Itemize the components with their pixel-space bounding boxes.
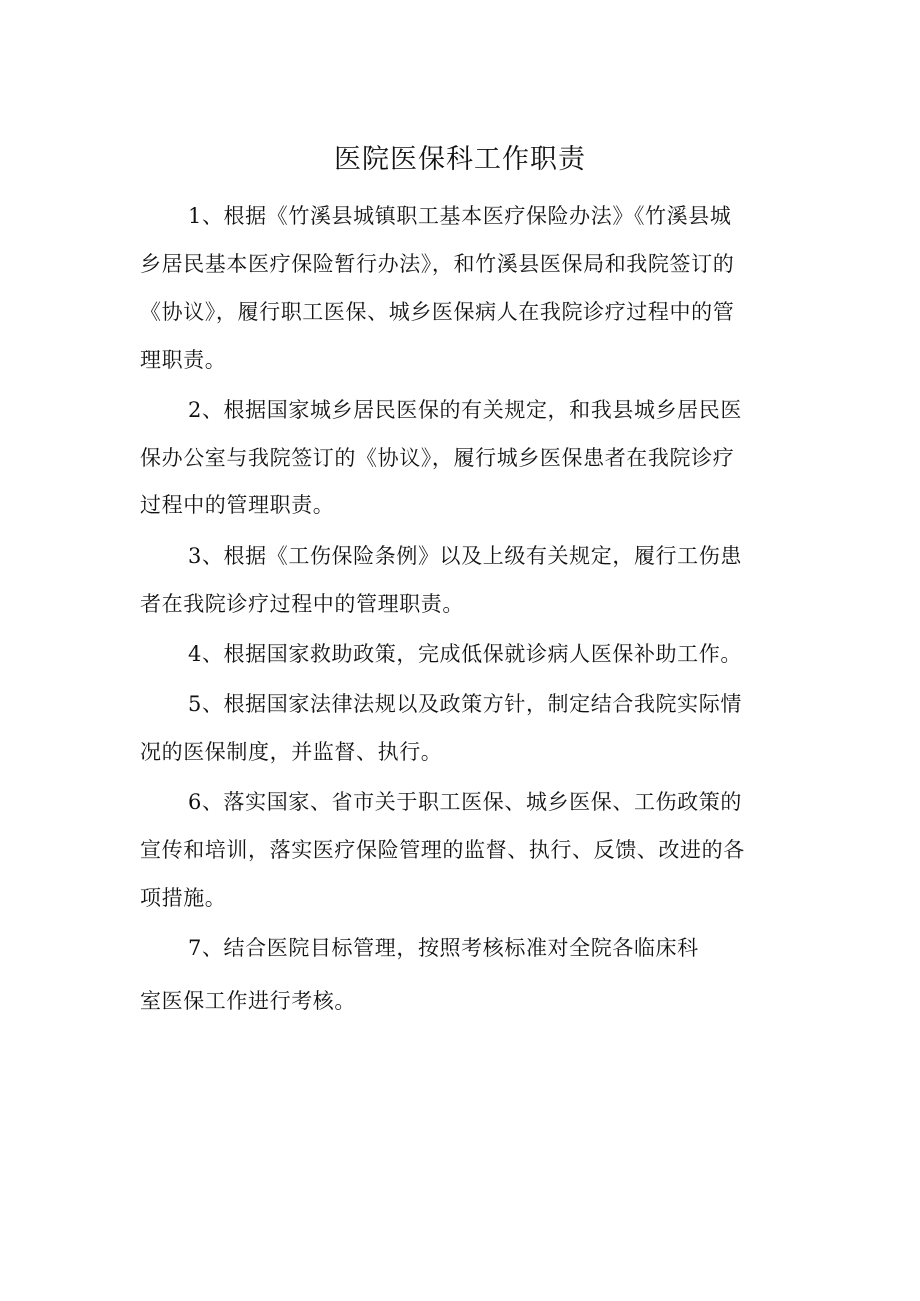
paragraph-1-line-2: 乡居民基本医疗保险暂行办法》，和竹溪县医保局和我院签订的 bbox=[140, 252, 735, 276]
document-title: 医院医保科工作职责 bbox=[334, 144, 586, 175]
paragraph-2-line-1: 2、根据国家城乡居民医保的有关规定，和我县城乡居民医 bbox=[188, 398, 742, 422]
paragraph-6-line-3: 项措施。 bbox=[140, 886, 227, 910]
paragraph-1-line-4: 理职责。 bbox=[140, 348, 227, 372]
paragraph-7-line-1: 7、结合医院目标管理，按照考核标准对全院各临床科 bbox=[188, 936, 699, 960]
paragraph-6-line-1: 6、落实国家、省市关于职工医保、城乡医保、工伤政策的 bbox=[188, 790, 742, 814]
paragraph-1-line-1: 1、根据《竹溪县城镇职工基本医疗保险办法》《竹溪县城 bbox=[188, 204, 732, 228]
paragraph-4-line-1: 4、根据国家救助政策，完成低保就诊病人医保补助工作。 bbox=[188, 642, 742, 666]
paragraph-5-line-2: 况的医保制度，并监督、执行。 bbox=[140, 740, 443, 764]
paragraph-2-line-3: 过程中的管理职责。 bbox=[140, 493, 335, 517]
paragraph-3-line-2: 者在我院诊疗过程中的管理职责。 bbox=[140, 592, 464, 616]
paragraph-1-line-3: 《协议》，履行职工医保、城乡医保病人在我院诊疗过程中的管 bbox=[140, 300, 735, 324]
paragraph-6-line-2: 宣传和培训，落实医疗保险管理的监督、执行、反馈、改进的各 bbox=[140, 838, 745, 862]
paragraph-7-line-2: 室医保工作进行考核。 bbox=[140, 989, 356, 1013]
paragraph-2-line-2: 保办公室与我院签订的《协议》，履行城乡医保患者在我院诊疗 bbox=[140, 446, 735, 470]
paragraph-3-line-1: 3、根据《工伤保险条例》以及上级有关规定，履行工伤患 bbox=[188, 544, 742, 568]
paragraph-5-line-1: 5、根据国家法律法规以及政策方针，制定结合我院实际情 bbox=[188, 692, 742, 716]
